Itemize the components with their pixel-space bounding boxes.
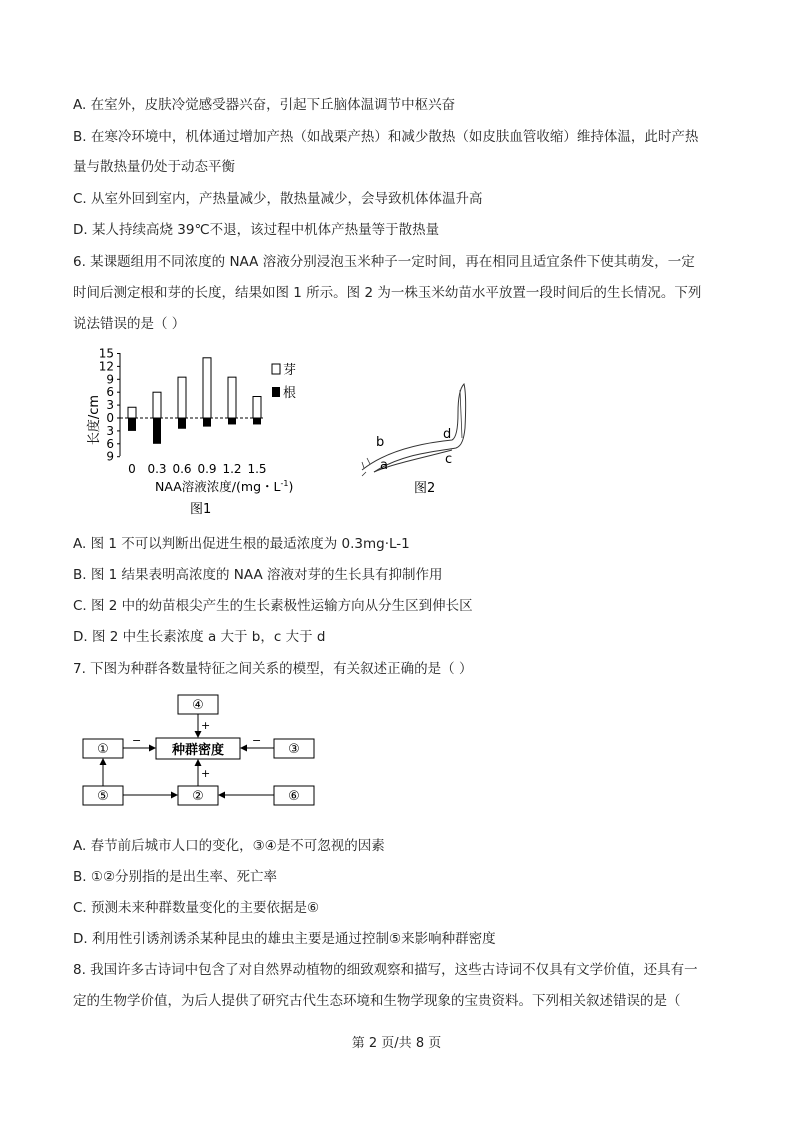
q6-stem-line1: 6. 某课题组用不同浓度的 NAA 溶液分别浸泡玉米种子一定时间，再在相同且适宜条件下使其萌发，一定: [73, 254, 695, 270]
bar-root-0.6: [178, 418, 186, 429]
sign-minus-left: −: [132, 734, 142, 747]
x-axis-label-end: ): [288, 479, 294, 494]
bar-root-0.9: [203, 418, 211, 427]
y-tick-label: 6: [106, 385, 114, 400]
figure-population-model: [80, 693, 330, 808]
q5-option-a: A. 在室外，皮肤冷觉感受器兴奋，引起下丘脑体温调节中枢兴奋: [73, 97, 456, 113]
figure-2-seedling: [352, 378, 482, 503]
label-a: a: [380, 458, 388, 473]
x-tick-label: 1.5: [247, 462, 267, 476]
legend-bud-swatch: [272, 364, 280, 374]
q6-option-c: C. 图 2 中的幼苗根尖产生的生长素极性运输方向从分生区到伸长区: [73, 598, 473, 614]
figure-1-bar-chart: [80, 345, 330, 525]
box-4-label: ④: [192, 698, 204, 713]
figure-2-caption: 图2: [414, 481, 436, 496]
box-1-label: ①: [97, 742, 109, 757]
y-tick-label: 3: [106, 398, 114, 413]
bar-root-0.3: [153, 418, 161, 444]
x-tick-label: 0.9: [197, 462, 217, 476]
bar-bud-0.6: [178, 377, 186, 418]
y-tick-label: 9: [106, 449, 114, 464]
y-tick-label: 6: [106, 436, 114, 451]
q7-option-d: D. 利用性引诱剂诱杀某种昆虫的雄虫主要是通过控制⑤来影响种群密度: [73, 931, 496, 947]
x-tick-label: 0.3: [147, 462, 167, 476]
q5-option-b-line2: 量与散热量仍处于动态平衡: [73, 159, 235, 175]
page-footer: 第 2 页/共 8 页: [351, 1036, 442, 1051]
box-2-label: ②: [192, 789, 204, 804]
bar-root-0: [128, 418, 136, 431]
q5-option-c: C. 从室外回到室内，产热量减少，散热量减少，会导致机体体温升高: [73, 191, 483, 207]
x-axis-label-sup: -1: [280, 479, 289, 488]
legend-root-label: 根: [283, 386, 297, 401]
q6-stem-line3: 说法错误的是（ ）: [73, 316, 186, 332]
sign-plus-bottom: +: [201, 767, 211, 780]
bar-bud-1.5: [253, 397, 261, 419]
y-tick-label: 12: [98, 359, 114, 374]
sign-plus-top: +: [201, 719, 211, 732]
q7-option-c: C. 预测未来种群数量变化的主要依据是⑥: [73, 900, 320, 916]
seedling-inner-line: [460, 390, 462, 438]
box-3-label: ③: [288, 742, 300, 757]
legend-root-swatch: [272, 387, 280, 397]
q8-stem-line1: 8. 我国许多古诗词中包含了对自然界动植物的细致观察和描写，这些古诗词不仅具有文学价值，还具有一: [73, 962, 698, 978]
y-tick-label: 9: [106, 372, 114, 387]
bar-bud-1.2: [228, 377, 236, 418]
box-5-label: ⑤: [97, 789, 109, 804]
q7-option-b: B. ①②分别指的是出生率、死亡率: [73, 869, 278, 885]
sign-minus-right: −: [252, 734, 262, 747]
label-c: c: [445, 452, 453, 467]
bar-bud-0.9: [203, 358, 211, 418]
q6-option-b: B. 图 1 结果表明高浓度的 NAA 溶液对芽的生长具有抑制作用: [73, 567, 443, 583]
y-tick-label: 0: [106, 411, 114, 425]
y-axis-label: 长度/cm: [87, 394, 102, 446]
q5-option-b-line1: B. 在寒冷环境中，机体通过增加产热（如战栗产热）和减少散热（如皮肤血管收缩）维持体温，此时产热: [73, 129, 699, 145]
bar-root-1.2: [228, 418, 236, 424]
q7-stem: 7. 下图为种群各数量特征之间关系的模型，有关叙述正确的是（ ）: [73, 661, 473, 677]
figure-1-caption: 图1: [190, 502, 212, 517]
y-tick-label: 15: [98, 346, 114, 361]
x-tick-label: 1.2: [222, 462, 242, 476]
box-6-label: ⑥: [288, 789, 300, 804]
bar-bud-0: [128, 407, 136, 418]
label-d: d: [443, 427, 452, 442]
x-tick-label: 0: [128, 462, 136, 476]
y-tick-label: 3: [106, 423, 114, 438]
q5-option-d: D. 某人持续高烧 39℃不退，该过程中机体产热量等于散热量: [73, 222, 440, 238]
bar-root-1.5: [253, 418, 261, 424]
label-b: b: [376, 435, 385, 450]
q6-option-d: D. 图 2 中生长素浓度 a 大于 b，c 大于 d: [73, 629, 326, 645]
bar-bud-0.3: [153, 392, 161, 418]
q6-stem-line2: 时间后测定根和芽的长度，结果如图 1 所示。图 2 为一株玉米幼苗水平放置一段时间后的生长情况。下列: [73, 285, 702, 301]
q8-stem-line2: 定的生物学价值，为后人提供了研究古代生态环境和生物学现象的宝贵资料。下列相关叙述错误的是（: [73, 993, 681, 1009]
q6-option-a: A. 图 1 不可以判断出促进生根的最适浓度为 0.3mg·L-1: [73, 536, 410, 552]
legend-bud-label: 芽: [283, 363, 297, 378]
q7-option-a: A. 春节前后城市人口的变化，③④是不可忽视的因素: [73, 838, 385, 854]
box-center-label: 种群密度: [171, 743, 225, 758]
x-axis-label: [155, 479, 293, 494]
x-axis-label-main: NAA溶液浓度/(mg・L: [155, 479, 281, 494]
x-tick-label: 0.6: [172, 462, 192, 476]
